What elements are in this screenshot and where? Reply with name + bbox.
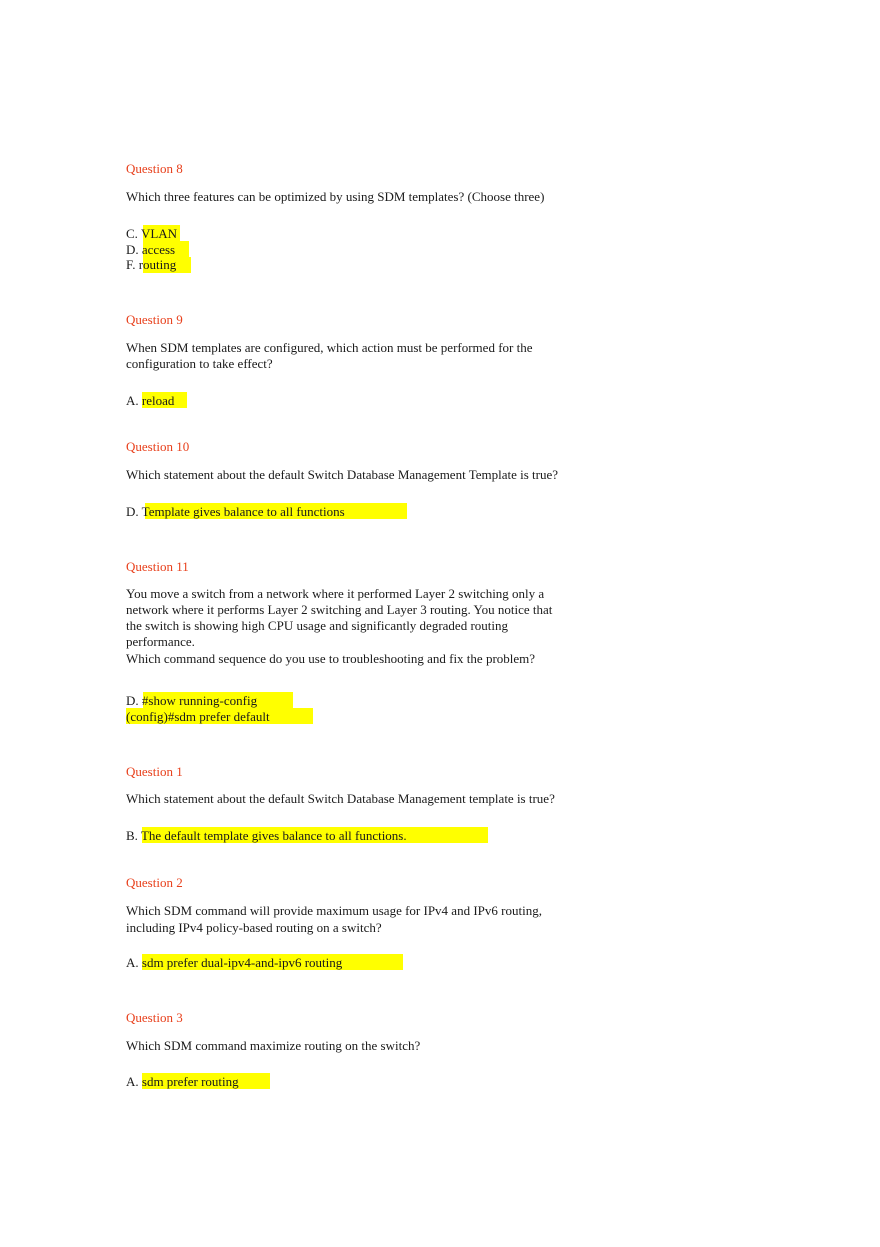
question-text: including IPv4 policy-based routing on a switch? bbox=[126, 920, 382, 935]
question-text: network where it performs Layer 2 switching and Layer 3 routing. You notice that bbox=[126, 602, 553, 617]
question-heading: Question 11 bbox=[126, 559, 189, 574]
answer-line: (config)#sdm prefer default bbox=[126, 709, 270, 724]
answer-line: D. access bbox=[126, 242, 176, 257]
question-heading: Question 2 bbox=[126, 875, 183, 890]
answer-line: D. Template gives balance to all functions bbox=[126, 504, 345, 519]
question-heading: Question 10 bbox=[126, 439, 190, 454]
answer-line: A. sdm prefer routing bbox=[126, 1074, 239, 1089]
question-heading: Question 1 bbox=[126, 764, 183, 779]
question-heading: Question 8 bbox=[126, 161, 183, 176]
question-heading: Question 3 bbox=[126, 1010, 183, 1025]
question-text: When SDM templates are configured, which action must be performed for the bbox=[126, 340, 533, 355]
answer-line: F. routing bbox=[126, 257, 177, 272]
question-heading: Question 9 bbox=[126, 312, 183, 327]
question-text: configuration to take effect? bbox=[126, 356, 273, 371]
question-text: Which command sequence do you use to troubleshooting and fix the problem? bbox=[126, 651, 536, 666]
question-text: You move a switch from a network where it performed Layer 2 switching only a bbox=[126, 586, 545, 601]
question-text: Which SDM command maximize routing on the switch? bbox=[126, 1038, 421, 1053]
answer-line: A. reload bbox=[126, 393, 175, 408]
question-text: the switch is showing high CPU usage and significantly degraded routing bbox=[126, 618, 509, 633]
question-text: Which statement about the default Switch Database Management template is true? bbox=[126, 791, 555, 806]
question-text: performance. bbox=[126, 634, 195, 649]
answer-line: C. VLAN bbox=[126, 226, 178, 241]
answer-line: D. #show running-config bbox=[126, 693, 258, 708]
question-text: Which statement about the default Switch Database Management Template is true? bbox=[126, 467, 559, 482]
answer-line: A. sdm prefer dual-ipv4-and-ipv6 routing bbox=[126, 955, 343, 970]
answer-line: B. The default template gives balance to all functions. bbox=[126, 828, 407, 843]
question-text: Which three features can be optimized by using SDM templates? (Choose three) bbox=[126, 189, 545, 204]
question-text: Which SDM command will provide maximum usage for IPv4 and IPv6 routing, bbox=[126, 903, 542, 918]
